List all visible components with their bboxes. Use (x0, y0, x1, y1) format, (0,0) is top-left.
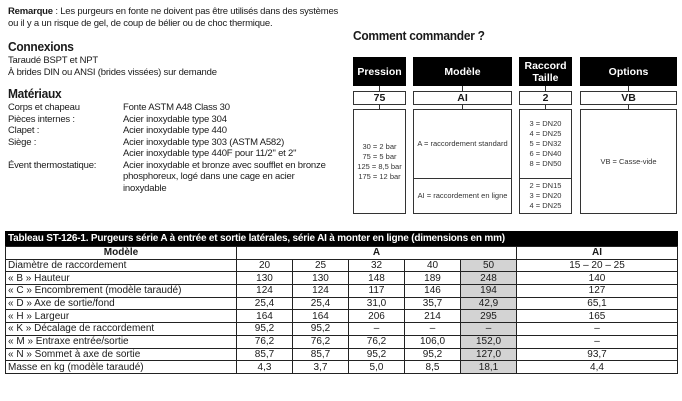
materiau-key (8, 148, 123, 160)
cell-highlighted: 194 (461, 285, 517, 298)
order-value-options: VB (580, 91, 677, 105)
option-line: 6 = DN40 (529, 149, 562, 158)
cell: 32 (349, 259, 405, 272)
cell: 85,7 (237, 348, 293, 361)
cell: 25 (293, 259, 349, 272)
remark-text: : Les purgeurs en fonte ne doivent pas être utilisés dans des systèmes ou il y a un risque de gel, de coup de bélier ou de choc thermique. (8, 6, 339, 29)
materiau-value: Acier inoxydable et bronze avec soufflet en bronze phosphoreux, logé dans une cage en acier inoxydable (123, 159, 326, 194)
connexions-list (8, 55, 217, 78)
cell: 25,4 (237, 297, 293, 310)
cell: 124 (293, 285, 349, 298)
order-value-raccord: 2 (519, 91, 572, 105)
materiaux-heading: Matériaux (8, 86, 62, 101)
option-group (520, 110, 571, 178)
cell: 148 (349, 272, 405, 285)
cell: 206 (349, 310, 405, 323)
order-header-raccord (519, 57, 572, 86)
order-value-modele: AI (413, 91, 512, 105)
cell: 5,0 (349, 361, 405, 374)
order-options-pression (353, 109, 406, 214)
option-line: 30 = 2 bar (362, 141, 397, 151)
row-label: « C » Encombrement (modèle taraudé) (6, 285, 237, 298)
cell: 95,2 (237, 323, 293, 336)
cell: 4,3 (237, 361, 293, 374)
option-group (414, 178, 511, 213)
option-line: 125 = 8,5 bar (357, 161, 402, 171)
cell: 76,2 (349, 335, 405, 348)
materiau-value: Acier inoxydable type 440F pour 11/2" et 2" (123, 148, 297, 159)
option-line: 175 = 12 bar (358, 171, 401, 181)
option-line: 3 = DN20 (529, 191, 562, 200)
order-heading: Comment commander ? (353, 28, 485, 43)
cell: 25,4 (293, 297, 349, 310)
table-row (6, 310, 678, 323)
cell: 4,4 (517, 361, 678, 374)
cell: 130 (237, 272, 293, 285)
table-row (6, 297, 678, 310)
materiau-row (8, 114, 333, 126)
cell: 65,1 (517, 297, 678, 310)
cell: 95,2 (293, 323, 349, 336)
cell: 3,7 (293, 361, 349, 374)
header-modele: Modèle (6, 247, 237, 260)
materiau-key: Clapet : (8, 125, 40, 136)
order-header-modele: Modèle (413, 57, 512, 86)
cell: 164 (237, 310, 293, 323)
cell: 8,5 (405, 361, 461, 374)
cell: – (517, 323, 678, 336)
order-value-pression: 75 (353, 91, 406, 105)
materiau-key: Évent thermostatique: (8, 159, 97, 171)
header-line: Taille (532, 71, 559, 84)
connexion-line: Taraudé BSPT et NPT (8, 55, 99, 66)
cell: 146 (405, 285, 461, 298)
cell: 140 (517, 272, 678, 285)
cell-highlighted: 295 (461, 310, 517, 323)
option-line: 3 = DN20 (529, 119, 562, 128)
materiau-row (8, 148, 333, 160)
row-label: Masse en kg (modèle taraudé) (6, 361, 237, 374)
cell: 76,2 (237, 335, 293, 348)
header-group-ai: AI (517, 247, 678, 260)
option-line: A = raccordement standard (417, 139, 508, 148)
option-line: VB = Casse-vide (600, 156, 657, 166)
cell-highlighted: 127,0 (461, 348, 517, 361)
cell: – (405, 323, 461, 336)
row-label: « K » Décalage de raccordement (6, 323, 237, 336)
cell: 40 (405, 259, 461, 272)
table-title: Tableau ST-126-1. Purgeurs série A à entrée et sortie latérales, série AI à monter en ligne (dimensions en mm) (5, 231, 678, 246)
option-group (354, 110, 405, 213)
cell: 76,2 (293, 335, 349, 348)
cell-highlighted: – (461, 323, 517, 336)
order-options-raccord (519, 109, 572, 214)
table-row (6, 259, 678, 272)
materiau-key: Corps et chapeau (8, 102, 80, 113)
row-label: « H » Largeur (6, 310, 237, 323)
row-label: « D » Axe de sortie/fond (6, 297, 237, 310)
option-group (581, 110, 676, 213)
cell: 93,7 (517, 348, 678, 361)
cell: 189 (405, 272, 461, 285)
table-row (6, 335, 678, 348)
cell-highlighted: 152,0 (461, 335, 517, 348)
table-row (6, 272, 678, 285)
materiau-value: Fonte ASTM A48 Class 30 (123, 102, 230, 113)
option-line: 2 = DN15 (529, 181, 562, 190)
materiau-row (8, 125, 333, 137)
connexion-line: À brides DIN ou ANSI (brides vissées) sur demande (8, 66, 217, 78)
cell: 95,2 (405, 348, 461, 361)
option-line: 4 = DN25 (529, 129, 562, 138)
order-header-pression: Pression (353, 57, 406, 86)
cell: 214 (405, 310, 461, 323)
table-row (6, 361, 678, 374)
materiau-row (8, 137, 333, 149)
order-header-options: Options (580, 57, 677, 86)
cell: 95,2 (349, 348, 405, 361)
row-label: « B » Hauteur (6, 272, 237, 285)
table-header-row (6, 247, 678, 260)
cell: 124 (237, 285, 293, 298)
remark-note (8, 6, 343, 29)
materiau-key: Siège : (8, 136, 37, 148)
cell: 106,0 (405, 335, 461, 348)
header-group-a: A (237, 247, 517, 260)
option-line: AI = raccordement en ligne (417, 191, 508, 200)
table-row (6, 348, 678, 361)
cell: 130 (293, 272, 349, 285)
materiau-key: Pièces internes : (8, 113, 75, 125)
cell: 31,0 (349, 297, 405, 310)
materiau-value: Acier inoxydable type 303 (ASTM A582) (123, 136, 285, 148)
option-line: 4 = DN25 (529, 201, 562, 210)
cell-highlighted: 42,9 (461, 297, 517, 310)
table-row (6, 323, 678, 336)
cell-highlighted: 248 (461, 272, 517, 285)
option-group (414, 110, 511, 178)
cell-highlighted: 18,1 (461, 361, 517, 374)
cell: – (349, 323, 405, 336)
row-label: « N » Sommet à axe de sortie (6, 348, 237, 361)
dimensions-table (5, 246, 678, 374)
header-line: Raccord (524, 59, 567, 72)
materiau-row (8, 160, 333, 195)
connexions-heading: Connexions (8, 39, 74, 54)
table-row (6, 285, 678, 298)
option-line: 8 = DN50 (529, 159, 562, 168)
order-options-options (580, 109, 677, 214)
materiau-row (8, 102, 333, 114)
cell: 117 (349, 285, 405, 298)
cell: 15 – 20 – 25 (517, 259, 678, 272)
row-label: Diamètre de raccordement (6, 259, 237, 272)
option-line: 5 = DN32 (529, 139, 562, 148)
remark-label: Remarque (8, 6, 53, 17)
cell: – (517, 335, 678, 348)
option-group (520, 178, 571, 213)
materiau-value: Acier inoxydable type 440 (123, 125, 227, 136)
option-line: 75 = 5 bar (362, 151, 397, 161)
cell: 20 (237, 259, 293, 272)
order-options-modele (413, 109, 512, 214)
cell: 164 (293, 310, 349, 323)
cell: 165 (517, 310, 678, 323)
row-label: « M » Entraxe entrée/sortie (6, 335, 237, 348)
materiau-value: Acier inoxydable type 304 (123, 113, 227, 125)
cell: 35,7 (405, 297, 461, 310)
materiaux-list (8, 102, 333, 194)
cell: 85,7 (293, 348, 349, 361)
cell: 127 (517, 285, 678, 298)
cell-highlighted: 50 (461, 259, 517, 272)
